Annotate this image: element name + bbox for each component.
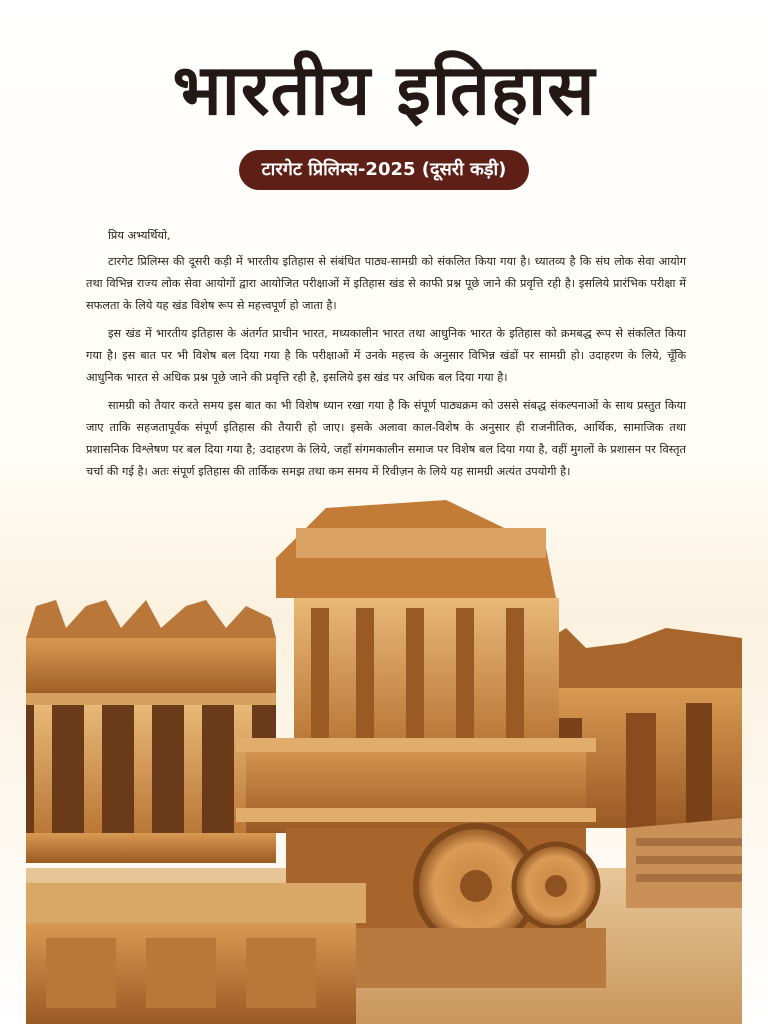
page-title: भारतीय इतिहास bbox=[172, 49, 596, 131]
paragraph-3: सामग्री को तैयार करते समय इस बात का भी विशेष ध्यान रखा गया है कि संपूर्ण पाठ्यक्रम को उससे संबद्ध संकल्पनाओं के साथ प्रस्तुत किया जाए ताकि सहजतापूर्वक संपूर्ण इतिहास की तैयारी हो जाए। इसके अलावा काल-विशेष के अनुसार ही राजनीतिक, आर्थिक, सामाजिक तथा प्रशासनिक विश्लेषण पर बल दिया गया है; उदाहरण के लिये, जहाँ संगमकालीन समाज पर विशेष बल दिया गया है, वहीं मुगलों के प्रशासन पर विस्तृत चर्चा की गई है। अतः संपूर्ण इतिहास की तार्किक समझ तथा कम समय में रिवीज़न के लिये यह सामग्री अत्यंत उपयोगी है। bbox=[86, 399, 686, 478]
salutation: प्रिय अभ्यर्थियो, bbox=[108, 229, 171, 242]
foreground-platform bbox=[26, 883, 366, 1024]
left-temple bbox=[26, 600, 276, 863]
stone-chariot-temple-image bbox=[26, 488, 742, 1024]
intro-text bbox=[86, 225, 686, 489]
paragraph-2: इस खंड में भारतीय इतिहास के अंतर्गत प्राचीन भारत, मध्यकालीन भारत तथा आधुनिक भारत के इतिहास को क्रमबद्ध रूप से संकलित किया गया है। इस बात पर भी विशेष बल दिया गया है कि परीक्षाओं में उनके महत्त्व के अनुसार विभिन्न खंडों पर सामग्री हो। उदाहरण के लिये, चूँकि आधुनिक भारत से अधिक प्रश्न पूछे जाने की प्रवृत्ति रही है, इसलिये इस खंड पर अधिक बल दिया गया है। bbox=[86, 327, 686, 384]
paragraph-1: टारगेट प्रिलिम्स की दूसरी कड़ी में भारतीय इतिहास से संबंधित पाठ्य-सामग्री को संकलित किया गया है। ध्यातव्य है कि संघ लोक सेवा आयोग तथा विभिन्न राज्य लोक सेवा आयोगों द्वारा आयोजित परीक्षाओं में इतिहास खंड से काफी प्रश्न पूछे जाने की प्रवृत्ति रही है। इसलिये प्रारंभिक परीक्षा में सफलता के लिये यह खंड विशेष रूप से महत्त्वपूर्ण हो जाता है। bbox=[86, 255, 686, 312]
subtitle-badge: टारगेट प्रिलिम्स-2025 (दूसरी कड़ी) bbox=[239, 150, 529, 190]
